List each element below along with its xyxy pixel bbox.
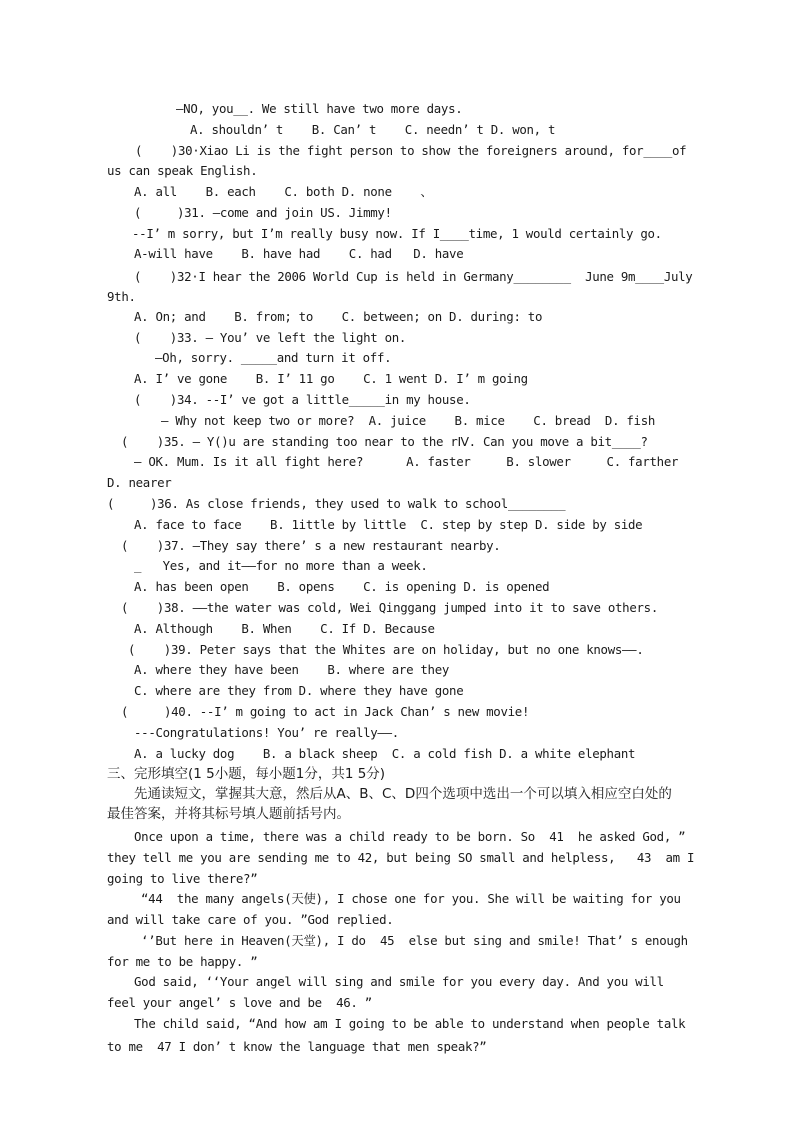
passage-line-3: going to live there?” bbox=[107, 871, 258, 886]
text-line-q31-b: --I’ m sorry, but I’m really busy now. If I____time, 1 would certainly go. bbox=[132, 226, 662, 241]
text-line-q33-b: —Oh, sorry. _____and turn it off. bbox=[155, 350, 392, 365]
text-line-q30-cont: us can speak English. bbox=[107, 163, 258, 178]
passage-line-9: feel your angel’ s love and be 46. ” bbox=[107, 995, 372, 1010]
text-line-q39: ( )39. Peter says that the Whites are on holiday, but no one knows——. bbox=[128, 642, 644, 657]
text-line-q38-options: A. Although B. When C. If D. Because bbox=[134, 621, 435, 636]
text-line-q32-options: A. On; and B. from; to C. between; on D. during: to bbox=[134, 309, 543, 324]
text-line-q35-cont: D. nearer bbox=[107, 475, 172, 490]
text-line-q30-options: A. all B. each C. both D. none 、 bbox=[134, 184, 433, 199]
text-line-q34-b: — Why not keep two or more? A. juice B. mice C. bread D. fish bbox=[161, 413, 656, 428]
text-line-q35: ( )35. — Y()u are standing too near to the rⅣ. Can you move a bit____? bbox=[121, 434, 648, 449]
text-line-q40: ( )40. --I’ m going to act in Jack Chan’ s new movie! bbox=[121, 704, 530, 719]
passage-line-6: ‘’But here in Heaven(天堂), I do 45 else but sing and smile! That’ s enough bbox=[141, 933, 688, 948]
text-line-q34: ( )34. --I’ ve got a little_____in my house. bbox=[134, 392, 471, 407]
passage-line-7: for me to be happy. ” bbox=[107, 954, 258, 969]
text-line-q40-b: ---Congratulations! You’ re really——. bbox=[134, 725, 399, 740]
text-line-q36-options: A. face to face B. 1ittle by little C. step by step D. side by side bbox=[134, 517, 643, 532]
section-heading-cloze: 三、完形填空(1 5小题，每小题1分，共1 5分) bbox=[107, 766, 386, 782]
passage-line-1: Once upon a time, there was a child ready to be born. So 41 he asked God, ” bbox=[134, 829, 686, 844]
text-line-q31: ( )31. —come and join US. Jimmy! bbox=[134, 205, 392, 220]
text-line-q29-b: —NO, you__. We still have two more days. bbox=[176, 101, 463, 116]
instructions-line-2: 最佳答案，并将其标号填人题前括号内。 bbox=[107, 806, 350, 822]
text-line-q31-options: A-will have B. have had C. had D. have bbox=[134, 246, 464, 261]
passage-line-11: to me 47 I don’ t know the language that men speak?” bbox=[107, 1039, 487, 1054]
text-line-q39-options-a: A. where they have been B. where are they bbox=[134, 662, 450, 677]
passage-line-10: The child said, “And how am I going to be able to understand when people talk bbox=[134, 1016, 686, 1031]
text-line-q37-options: A. has been open B. opens C. is opening D. is opened bbox=[134, 579, 550, 594]
passage-line-5: and will take care of you. ”God replied. bbox=[107, 912, 394, 927]
text-line-q39-options-b: C. where are they from D. where they have gone bbox=[134, 683, 464, 698]
text-line-q37-b: _ Yes, and it——for no more than a week. bbox=[134, 558, 428, 573]
instructions-line-1: 先通读短文，掌握其大意，然后从A、B、C、D四个选项中选出一个可以填入相应空白处的 bbox=[134, 786, 672, 802]
text-line-q38: ( )38. ——the water was cold, Wei Qinggang jumped into it to save others. bbox=[121, 600, 658, 615]
text-line-q33-options: A. I’ ve gone B. I’ 11 go C. 1 went D. I’ m going bbox=[134, 371, 528, 386]
text-line-q29-options: A. shouldn’ t B. Can’ t C. needn’ t D. won, t bbox=[190, 122, 556, 137]
text-line-q32-cont: 9th. bbox=[107, 289, 136, 304]
passage-line-8: God said, ‘‘Your angel will sing and smile for you every day. And you will bbox=[134, 974, 664, 989]
passage-line-2: they tell me you are sending me to 42, but being SO small and helpless, 43 am I bbox=[107, 850, 695, 865]
text-line-q33: ( )33. — You’ ve left the light on. bbox=[134, 330, 407, 345]
text-line-q37: ( )37. —They say there’ s a new restaurant nearby. bbox=[121, 538, 501, 553]
text-line-q32: ( )32·I hear the 2006 World Cup is held in Germany________ June 9m____July bbox=[134, 269, 693, 284]
text-line-q35-b: — OK. Mum. Is it all fight here? A. faster B. slower C. farther bbox=[134, 454, 679, 469]
text-line-q40-options: A. a lucky dog B. a black sheep C. a cold fish D. a white elephant bbox=[134, 746, 636, 761]
text-line-q30: ( )30·Xiao Li is the fight person to show the foreigners around, for____of bbox=[135, 143, 687, 158]
passage-line-4: “44 the many angels(天使), I chose one for you. She will be waiting for you bbox=[141, 891, 681, 906]
text-line-q36: ( )36. As close friends, they used to walk to school________ bbox=[107, 496, 566, 511]
